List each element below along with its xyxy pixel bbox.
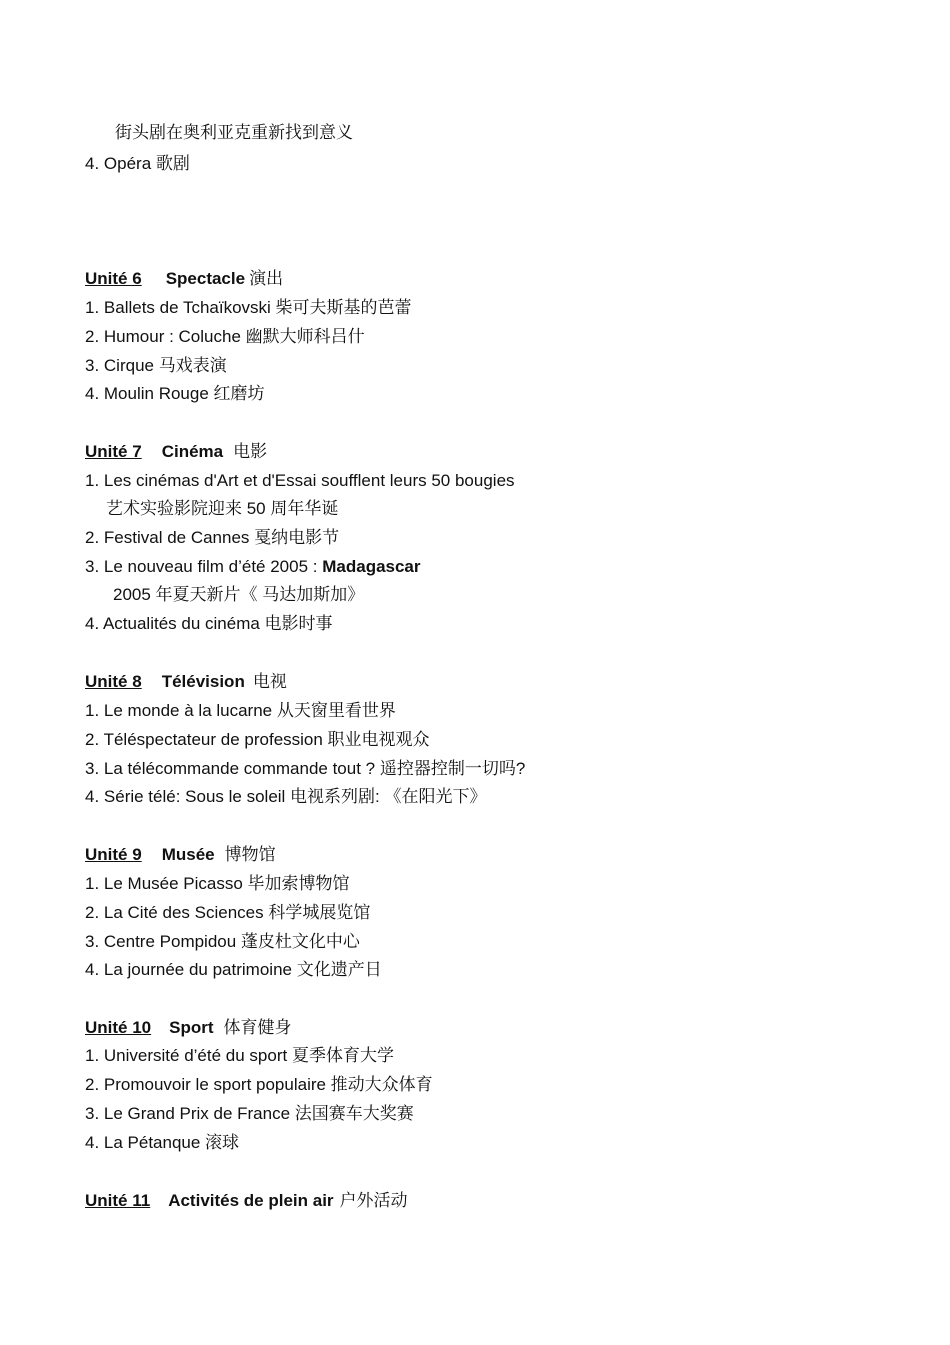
unit8-item-2: 2. Téléspectateur de profession 职业电视观众: [85, 730, 430, 749]
unit11-label: Unité 11: [85, 1191, 151, 1210]
unit10-item-2: 2. Promouvoir le sport populaire 推动大众体育: [85, 1075, 433, 1094]
unit6-label: Unité 6: [85, 269, 142, 288]
unit7-title-cn: 电影: [233, 442, 268, 461]
unit11-heading: [85, 1190, 408, 1212]
unit8-title-cn: 电视: [252, 672, 287, 691]
unit8-item-4: 4. Série télé: Sous le soleil 电视系列剧: 《在阳光下》: [85, 787, 487, 806]
unit8-heading: [85, 671, 287, 693]
unit7-item-4: 4. Actualités du cinéma 电影时事: [85, 614, 333, 633]
unit8-title: Télévision: [161, 672, 245, 691]
unit10-label: Unité 10: [85, 1018, 152, 1037]
unit10-heading: [85, 1017, 292, 1039]
unit11-title: Activités de plein air: [168, 1191, 334, 1210]
unit10-item-1: 1. Université d’été du sport 夏季体育大学: [85, 1046, 394, 1065]
unit10-item-3: 3. Le Grand Prix de France 法国赛车大奖赛: [85, 1104, 414, 1123]
unit7-item-3-bold: Madagascar: [322, 557, 421, 576]
unit11-title-cn: 户外活动: [339, 1191, 408, 1210]
unit7-item-1-cn: 艺术实验影院迎来 50 周年华诞: [106, 499, 339, 518]
unit8-label: Unité 8: [85, 672, 142, 691]
unit9-item-1: 1. Le Musée Picasso 毕加索博物馆: [85, 874, 350, 893]
unit6-item-3: 3. Cirque 马戏表演: [85, 356, 227, 375]
unit10-item-4: 4. La Pétanque 滚球: [85, 1133, 240, 1152]
unit7-item-1: 1. Les cinémas d'Art et d'Essai soufflent leurs 50 bougies: [85, 471, 515, 490]
unit9-title-cn: 博物馆: [224, 845, 276, 864]
unit7-item-3: [85, 556, 421, 578]
unit7-title: Cinéma: [161, 442, 224, 461]
unit6-item-4: 4. Moulin Rouge 红磨坊: [85, 384, 265, 403]
unit9-item-3: 3. Centre Pompidou 蓬皮杜文化中心: [85, 932, 360, 951]
unit9-heading: [85, 844, 276, 866]
unit9-label: Unité 9: [85, 845, 142, 864]
unit6-title: Spectacle: [165, 269, 246, 288]
unit9-title: Musée: [161, 845, 215, 864]
unit7-item-2: 2. Festival de Cannes 戛纳电影节: [85, 528, 340, 547]
unit9-item-4: 4. La journée du patrimoine 文化遗产日: [85, 960, 382, 979]
unit10-title: Sport: [169, 1018, 214, 1037]
unit7-item-3-cn: 2005 年夏天新片《 马达加斯加》: [113, 585, 365, 604]
intro-line-1: 街头剧在奥利亚克重新找到意义: [115, 123, 353, 142]
unit6-item-2: 2. Humour : Coluche 幽默大师科吕什: [85, 327, 365, 346]
unit8-item-3: 3. La télécommande commande tout ? 遥控器控制一切吗?: [85, 759, 526, 778]
unit8-item-1: 1. Le monde à la lucarne 从天窗里看世界: [85, 701, 396, 720]
unit7-label: Unité 7: [85, 442, 142, 461]
unit6-title-cn: 演出: [249, 269, 284, 288]
unit6-heading: [85, 268, 283, 290]
intro-line-2: 4. Opéra 歌剧: [85, 154, 190, 173]
unit7-item-3-text: 3. Le nouveau film d’été 2005 :: [85, 557, 318, 576]
unit10-title-cn: 体育健身: [223, 1018, 292, 1037]
unit6-item-1: 1. Ballets de Tchaïkovski 柴可夫斯基的芭蕾: [85, 298, 412, 317]
unit9-item-2: 2. La Cité des Sciences 科学城展览馆: [85, 903, 371, 922]
unit7-heading: [85, 441, 267, 463]
